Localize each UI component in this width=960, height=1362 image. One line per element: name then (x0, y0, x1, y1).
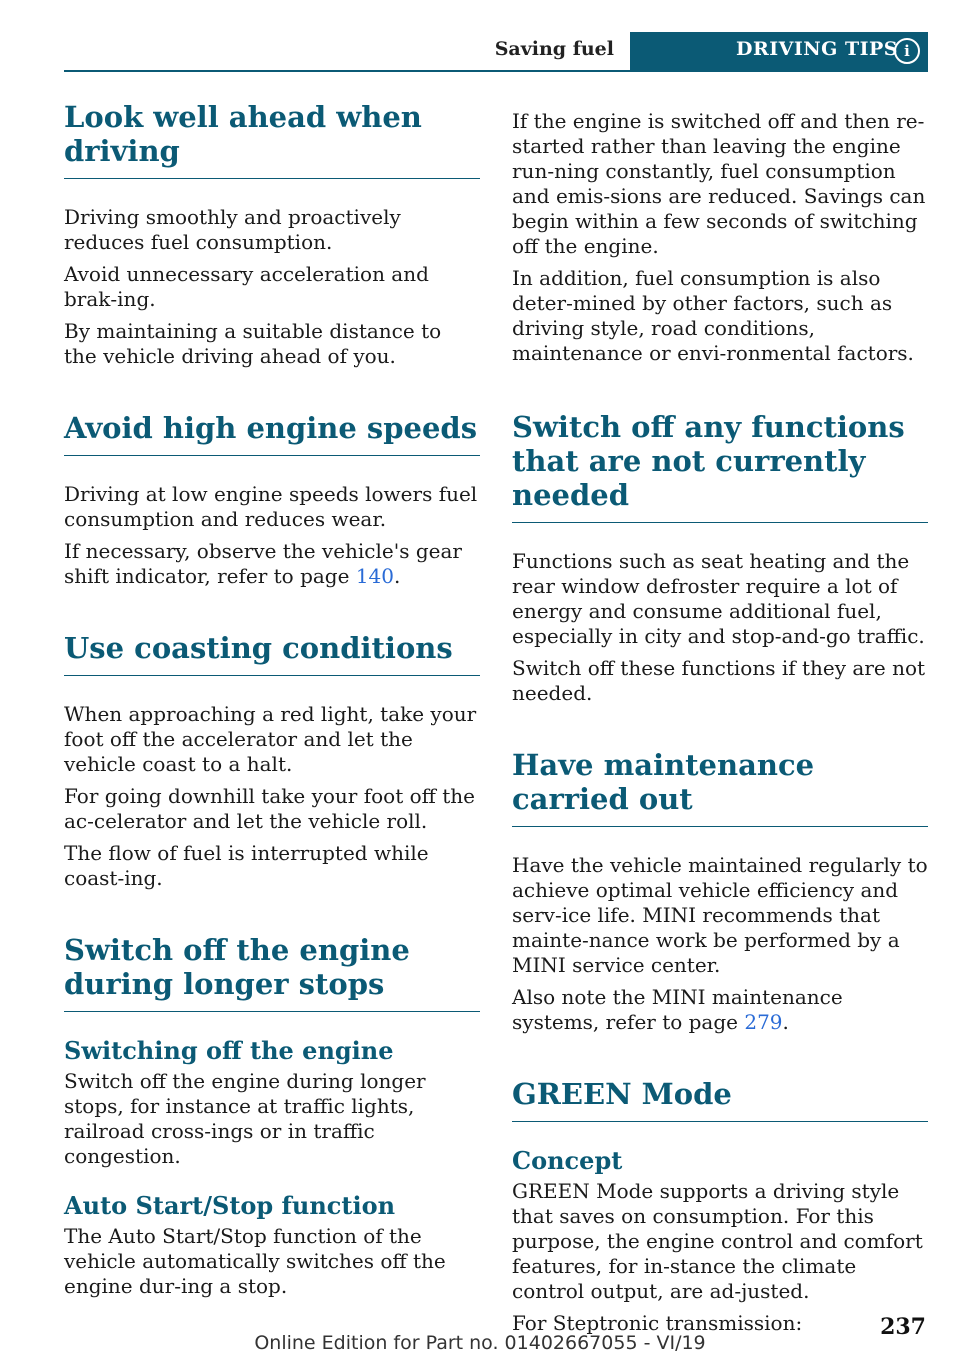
paragraph: GREEN Mode supports a driving style that saves on consumption. For this purpose, the engine control and comfort features, for in‐stance the climate control output, are ad‐justed. (512, 1179, 923, 1303)
header-chapter-title: DRIVING TIPS (736, 38, 899, 60)
heading-switch-off-functions: Switch off any functions that are not currently needed (512, 410, 928, 523)
page-reference-link[interactable]: 279 (744, 1010, 783, 1034)
paragraph: The Auto Start/Stop function of the vehicle automatically switches off the engine dur‐ing a stop. (64, 1224, 446, 1298)
paragraph: Have the vehicle maintained regularly to achieve optimal vehicle efficiency and serv‐ice life. MINI recommends that mainte‐nance work be performed by a MINI service center. (512, 853, 928, 977)
paragraph-text: Also note the MINI maintenance systems, refer to page (512, 985, 843, 1034)
subheading-switching-off: Switching off the engine (64, 1036, 394, 1065)
paragraph: By maintaining a suitable distance to the vehicle driving ahead of you. (64, 319, 442, 368)
paragraph: Functions such as seat heating and the rear window defroster require a lot of energy and consume additional fuel, especially in city and stop-and-go traffic. (512, 549, 925, 648)
header-section-title: Saving fuel (494, 38, 614, 60)
page-reference-link[interactable]: 140 (355, 564, 394, 588)
paragraph-text: If necessary, observe the vehicle's gear shift indicator, refer to page (64, 539, 462, 588)
page-header (0, 0, 960, 72)
footer-edition: Online Edition for Part no. 01402667055 - VI/19 (254, 1332, 706, 1354)
paragraph-gear-shift (64, 539, 480, 589)
header-chapter-tab (630, 32, 928, 70)
info-icon: i (894, 38, 920, 64)
heading-avoid-high-speeds: Avoid high engine speeds (64, 411, 480, 456)
paragraph: In addition, fuel consumption is also deter‐mined by other factors, such as driving style, road conditions, maintenance or envi‐ronmental factors. (512, 266, 914, 365)
paragraph: If the engine is switched off and then re‐started rather than leaving the engine run‐ning constantly, fuel consumption and emis‐sions are reduced. Savings can begin within a few seconds of switching off the engine. (512, 109, 926, 258)
paragraph: The flow of fuel is interrupted while coast‐ing. (64, 841, 429, 890)
paragraph-text: . (782, 1010, 789, 1034)
heading-green-mode: GREEN Mode (512, 1077, 928, 1122)
left-column (64, 100, 480, 1299)
paragraph: Driving smoothly and proactively reduces fuel consumption. (64, 205, 401, 254)
heading-coasting: Use coasting conditions (64, 631, 480, 676)
paragraph: Switch off the engine during longer stops, for instance at traffic lights, railroad cross‐ings or in traffic congestion. (64, 1069, 426, 1168)
subheading-concept: Concept (512, 1146, 623, 1175)
paragraph: For going downhill take your foot off the ac‐celerator and let the vehicle roll. (64, 784, 475, 833)
header-rule (64, 70, 928, 72)
right-column (512, 100, 928, 1336)
paragraph-text: . (394, 564, 401, 588)
paragraph: Driving at low engine speeds lowers fuel consumption and reduces wear. (64, 482, 478, 531)
heading-look-ahead: Look well ahead when driving (64, 100, 480, 179)
paragraph-maintenance-systems (512, 985, 928, 1035)
paragraph: For Steptronic transmission: (512, 1311, 803, 1335)
paragraph: Switch off these functions if they are not needed. (512, 656, 926, 705)
paragraph: When approaching a red light, take your foot off the accelerator and let the vehicle coast to a halt. (64, 702, 477, 776)
subheading-auto-start-stop: Auto Start/Stop function (64, 1191, 396, 1220)
page-number: 237 (880, 1314, 926, 1340)
paragraph: Avoid unnecessary acceleration and brak‐ing. (64, 262, 429, 311)
heading-switch-off-engine: Switch off the engine during longer stops (64, 933, 480, 1012)
heading-maintenance: Have maintenance carried out (512, 748, 928, 827)
